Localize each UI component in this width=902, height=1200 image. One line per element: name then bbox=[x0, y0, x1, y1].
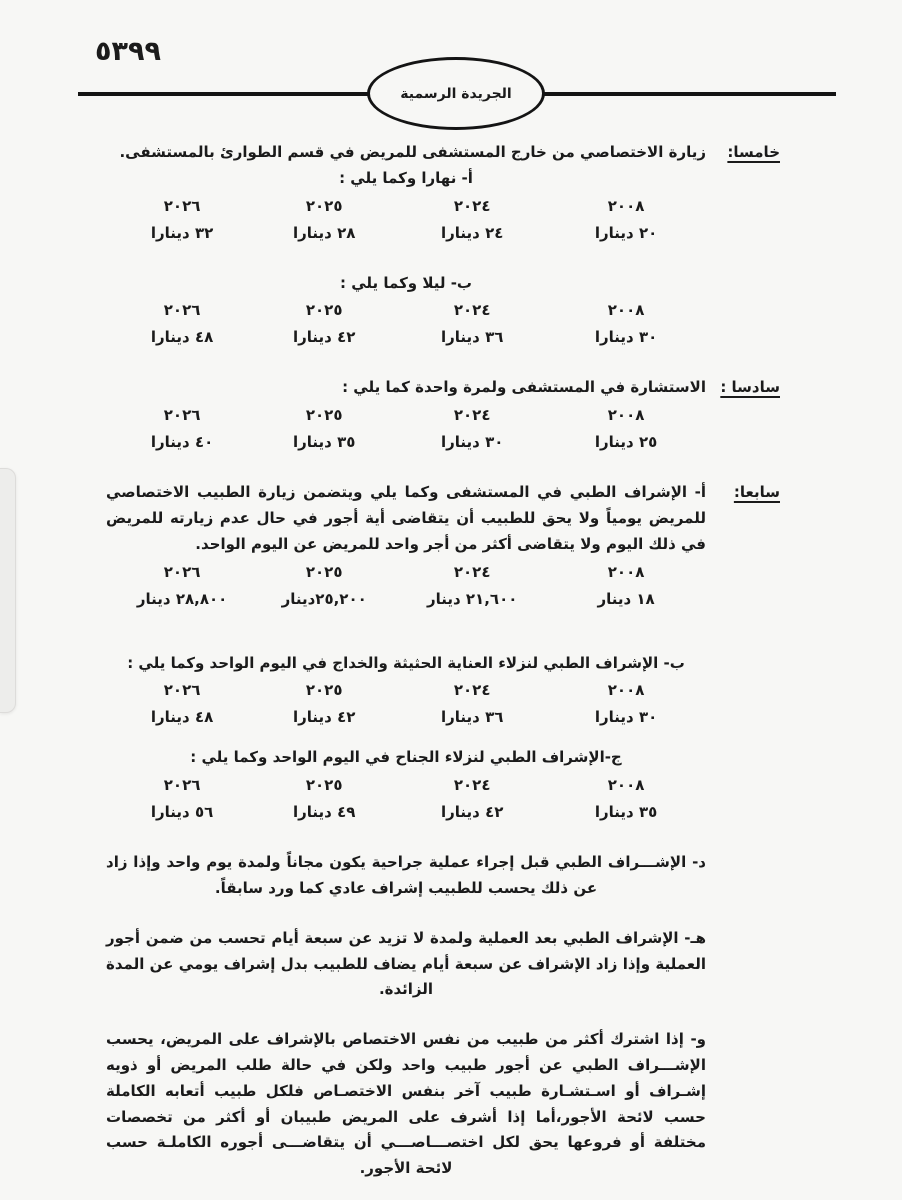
year-cell: ٢٠٢٦ bbox=[163, 681, 201, 700]
value-cell: ٢١,٦٠٠ دينار bbox=[426, 589, 518, 608]
fee-table-seventh-c bbox=[106, 772, 706, 826]
value-cell: ٢٥,٢٠٠دينار bbox=[281, 589, 367, 608]
year-cell: ٢٠٢٤ bbox=[453, 776, 491, 795]
value-cell: ٥٦ دينارا bbox=[150, 803, 214, 822]
page-number: ٥٣٩٩ bbox=[95, 36, 161, 67]
value-cell: ٢٨ دينارا bbox=[292, 223, 356, 242]
year-cell: ٢٠٢٥ bbox=[305, 562, 343, 581]
value-cell: ٣٦ دينارا bbox=[440, 708, 504, 727]
value-cell: ٣٠ دينارا bbox=[594, 328, 658, 347]
item-a-paragraph: أ- الإشراف الطبي في المستشفى وكما يلي ويتضمن زيارة الطبيب الاختصاصي للمريض يومياً ولا يحق للطبيب أن يتقاضى أية أجور في حال عدم زيارته للمريض في ذلك اليوم ولا يتقاضى أكثر من أجر واحد للمريض عن اليوم الواحد. bbox=[106, 483, 706, 553]
subsection-heading: أ- نهارا وكما يلي : bbox=[339, 168, 473, 187]
section-intro: زيارة الاختصاصي من خارج المستشفى للمريض في قسم الطوارئ بالمستشفى. bbox=[119, 143, 706, 161]
item-b-heading: ب- الإشراف الطبي لنزلاء العناية الحثيثة والخداج في اليوم الواحد وكما يلي : bbox=[127, 653, 685, 672]
year-cell: ٢٠٢٥ bbox=[305, 776, 343, 795]
fee-table-seventh-b bbox=[106, 677, 706, 731]
fee-table-fifth-b bbox=[106, 297, 706, 351]
section-seventh bbox=[106, 480, 780, 1182]
year-cell: ٢٠٢٤ bbox=[453, 562, 491, 581]
year-cell: ٢٠٢٤ bbox=[453, 681, 491, 700]
value-cell: ٤٢ دينارا bbox=[292, 708, 356, 727]
fee-table-seventh-a bbox=[106, 559, 706, 613]
fee-values-row bbox=[106, 324, 706, 351]
section-label: سادسا : bbox=[720, 378, 780, 397]
item-e-paragraph: هـ- الإشراف الطبي بعد العملية ولمدة لا تزيد عن سبعة أيام تحسب من ضمن أجور العملية وإذا زاد الإشراف عن سبعة أيام يضاف للطبيب بدل إشراف يومي عن المدة الزائدة. bbox=[106, 928, 706, 999]
value-cell: ٤٢ دينارا bbox=[440, 803, 504, 822]
gazette-seal bbox=[367, 57, 545, 130]
value-cell: ٣٠ دينارا bbox=[440, 433, 504, 452]
year-cell: ٢٠٠٨ bbox=[607, 301, 645, 320]
fee-values-row bbox=[106, 586, 706, 613]
year-cell: ٢٠٢٤ bbox=[453, 301, 491, 320]
fee-values-row bbox=[106, 799, 706, 826]
year-cell: ٢٠٢٤ bbox=[453, 196, 491, 215]
year-cell: ٢٠٠٨ bbox=[607, 562, 645, 581]
fee-years-row bbox=[106, 772, 706, 799]
year-cell: ٢٠٠٨ bbox=[607, 776, 645, 795]
value-cell: ٤٨ دينارا bbox=[150, 708, 214, 727]
year-cell: ٢٠٢٦ bbox=[163, 406, 201, 425]
fee-values-row bbox=[106, 704, 706, 731]
year-cell: ٢٠٢٥ bbox=[305, 196, 343, 215]
year-cell: ٢٠٢٤ bbox=[453, 406, 491, 425]
fee-years-row bbox=[106, 402, 706, 429]
value-cell: ٢٠ دينارا bbox=[594, 223, 658, 242]
item-d-paragraph: د- الإشـــراف الطبي قبل إجراء عملية جراحية يكون مجاناً ولمدة يوم واحد وإذا زاد عن ذلك يحسب للطبيب إشراف عادي كما ورد سابقاً. bbox=[106, 853, 706, 897]
year-cell: ٢٠٢٦ bbox=[163, 776, 201, 795]
value-cell: ٤٨ دينارا bbox=[150, 328, 214, 347]
section-sixth bbox=[106, 375, 780, 456]
year-cell: ٢٠٠٨ bbox=[607, 196, 645, 215]
value-cell: ٣٢ دينارا bbox=[150, 223, 214, 242]
value-cell: ٤٠ دينارا bbox=[150, 433, 214, 452]
item-c-heading: ج-الإشراف الطبي لنزلاء الجناح في اليوم الواحد وكما يلي : bbox=[190, 748, 622, 767]
value-cell: ٤٢ دينارا bbox=[292, 328, 356, 347]
subsection-heading: ب- ليلا وكما يلي : bbox=[340, 273, 472, 292]
year-cell: ٢٠٢٦ bbox=[163, 562, 201, 581]
year-cell: ٢٠٢٦ bbox=[163, 196, 201, 215]
fee-years-row bbox=[106, 193, 706, 220]
year-cell: ٢٠٢٥ bbox=[305, 681, 343, 700]
value-cell: ٣٥ دينارا bbox=[594, 803, 658, 822]
value-cell: ٣٦ دينارا bbox=[440, 328, 504, 347]
section-label: سابعا: bbox=[733, 483, 780, 502]
section-label: خامسا: bbox=[727, 143, 780, 161]
value-cell: ٢٨,٨٠٠ دينار bbox=[136, 589, 228, 608]
value-cell: ٢٤ دينارا bbox=[440, 223, 504, 242]
fee-values-row bbox=[106, 429, 706, 456]
fee-table-sixth bbox=[106, 402, 706, 456]
section-intro: الاستشارة في المستشفى ولمرة واحدة كما يلي : bbox=[342, 378, 706, 397]
year-cell: ٢٠٠٨ bbox=[607, 406, 645, 425]
fee-years-row bbox=[106, 297, 706, 324]
value-cell: ٤٩ دينارا bbox=[292, 803, 356, 822]
year-cell: ٢٠٢٦ bbox=[163, 301, 201, 320]
value-cell: ٣٠ دينارا bbox=[594, 708, 658, 727]
value-cell: ٣٥ دينارا bbox=[292, 433, 356, 452]
document-body bbox=[0, 134, 902, 1182]
fee-values-row bbox=[106, 220, 706, 247]
fee-table-fifth-a bbox=[106, 193, 706, 247]
gazette-title: الجريدة الرسمية bbox=[400, 85, 512, 102]
gazette-header bbox=[0, 0, 902, 134]
value-cell: ١٨ دينار bbox=[597, 589, 655, 608]
section-fifth bbox=[106, 140, 780, 351]
page-edge-tab[interactable] bbox=[0, 468, 16, 713]
value-cell: ٢٥ دينارا bbox=[594, 433, 658, 452]
fee-years-row bbox=[106, 677, 706, 704]
year-cell: ٢٠٢٥ bbox=[305, 406, 343, 425]
year-cell: ٢٠٠٨ bbox=[607, 681, 645, 700]
fee-years-row bbox=[106, 559, 706, 586]
item-f-paragraph: و- إذا اشترك أكثر من طبيب من نفس الاختصاص بالإشراف على المريض، يحسب الإشـــراف الطبي عن أجور طبيب واحد ولكن في حالة طلب المريض أو ذويه إشـراف أو اسـتشـارة طبيب آخر بنفس الاختصـاص فلكل طبيب أتعابه الكاملة حسب لائحة الأجور،أما إذا أشرف على المريض طبيبان أو أكثر من تخصصات مختلفة أو فروعها يحق لكل اختصـــاصـــي أن يتقاضـــى أجوره الكاملـة حسب لائحة الأجور. bbox=[106, 1030, 706, 1178]
year-cell: ٢٠٢٥ bbox=[305, 301, 343, 320]
